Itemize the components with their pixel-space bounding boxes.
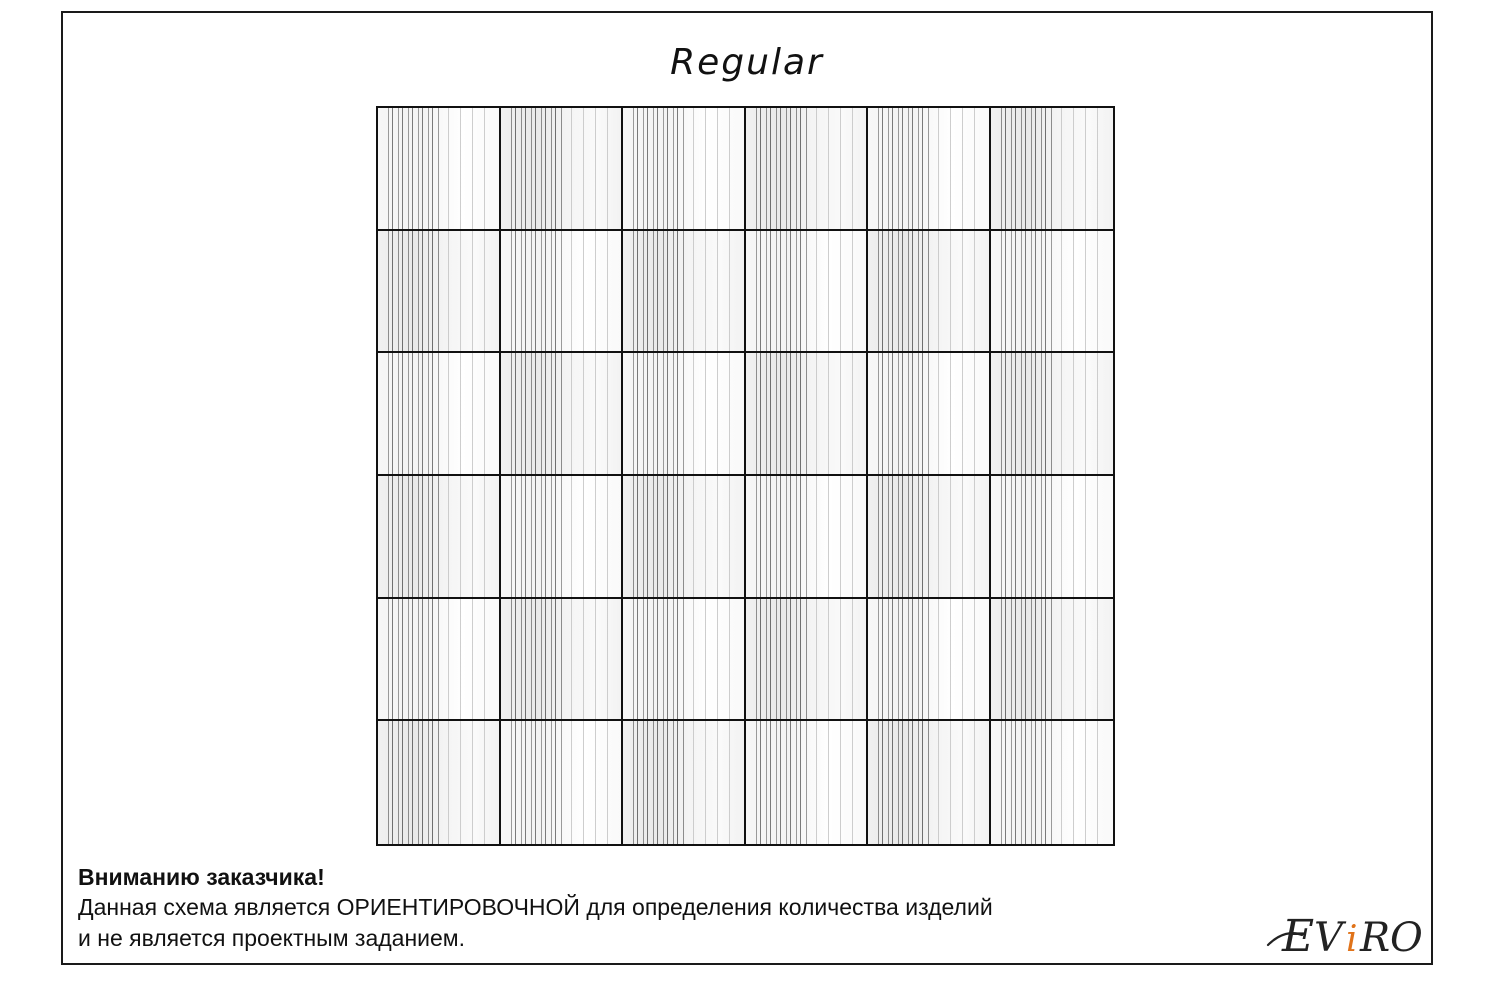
tile: [868, 108, 991, 231]
tile: [991, 599, 1114, 722]
tile: [501, 721, 624, 844]
tile: [623, 599, 746, 722]
tile: [378, 599, 501, 722]
notice-heading: Вниманию заказчика!: [78, 864, 325, 890]
tile: [991, 721, 1114, 844]
customer-notice: [78, 862, 1228, 954]
tile: [623, 721, 746, 844]
svg-text:R: R: [1360, 915, 1391, 961]
tile: [746, 108, 869, 231]
tile: [868, 721, 991, 844]
tile: [991, 476, 1114, 599]
eviro-logo: [1262, 905, 1432, 965]
tile: [746, 721, 869, 844]
tile: [991, 108, 1114, 231]
tile: [378, 108, 501, 231]
tile: [501, 476, 624, 599]
tile: [501, 231, 624, 354]
tile: [746, 476, 869, 599]
svg-text:E: E: [1282, 911, 1315, 962]
tile: [868, 353, 991, 476]
tile: [746, 599, 869, 722]
tile: [623, 108, 746, 231]
svg-text:O: O: [1390, 915, 1423, 961]
tile: [868, 231, 991, 354]
tile: [623, 353, 746, 476]
tile: [991, 231, 1114, 354]
tile: [868, 476, 991, 599]
tile: [501, 599, 624, 722]
tile: [623, 231, 746, 354]
tile: [378, 476, 501, 599]
notice-line-2: и не является проектным заданием.: [78, 925, 466, 951]
tile: [501, 108, 624, 231]
tile: [378, 353, 501, 476]
eviro-logo-mark: [1262, 905, 1432, 965]
tile: [378, 721, 501, 844]
tile: [991, 353, 1114, 476]
notice-line-1: Данная схема является ОРИЕНТИРОВОЧНОЙ для определения количества изделий: [78, 894, 993, 920]
tile: [746, 353, 869, 476]
svg-text:V: V: [1314, 915, 1343, 961]
svg-text:i: i: [1346, 919, 1358, 960]
tile: [868, 599, 991, 722]
tile: [623, 476, 746, 599]
layout-title: Regular: [670, 42, 824, 83]
tile: [378, 231, 501, 354]
tile-layout-grid: [376, 106, 1115, 846]
tile: [746, 231, 869, 354]
tile: [501, 353, 624, 476]
